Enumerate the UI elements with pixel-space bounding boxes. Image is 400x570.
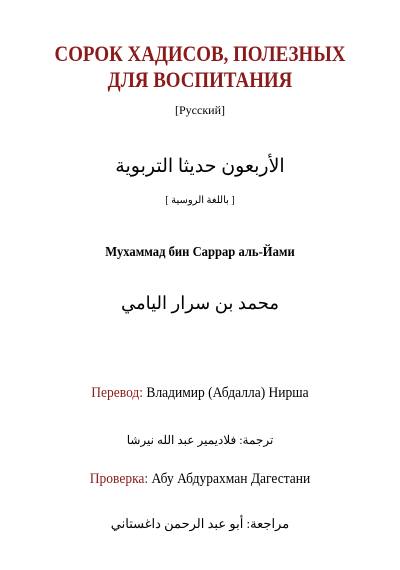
author-name-arabic: محمد بن سرار اليامي [120, 293, 280, 313]
language-label-russian: [Русский] [175, 103, 225, 117]
translation-role-label: Перевод: [91, 385, 144, 401]
translation-credit [20, 384, 380, 402]
review-credit-arabic: مراجعة: أبو عبد الرحمن داغستاني [110, 516, 290, 531]
language-label-arabic: [ باللغة الروسية ] [165, 195, 235, 206]
arabic-title: الأربعون حديثا التربوية [115, 156, 285, 177]
author-name-russian: Мухаммад бин Саррар аль-Йами [105, 245, 295, 260]
document-title-line-1: СОРОК ХАДИСОВ, ПОЛЕЗНЫХ [54, 41, 346, 66]
review-credit [20, 470, 380, 488]
review-role-label: Проверка: [89, 471, 149, 487]
translator-name: Владимир (Абдалла) Нирша [146, 385, 309, 401]
document-title-line-2: ДЛЯ ВОСПИТАНИЯ [107, 67, 293, 92]
reviewer-name: Абу Абдурахман Дагестани [151, 471, 311, 487]
translation-credit-arabic: ترجمة: فلاديمير عبد الله نيرشا [126, 433, 274, 447]
